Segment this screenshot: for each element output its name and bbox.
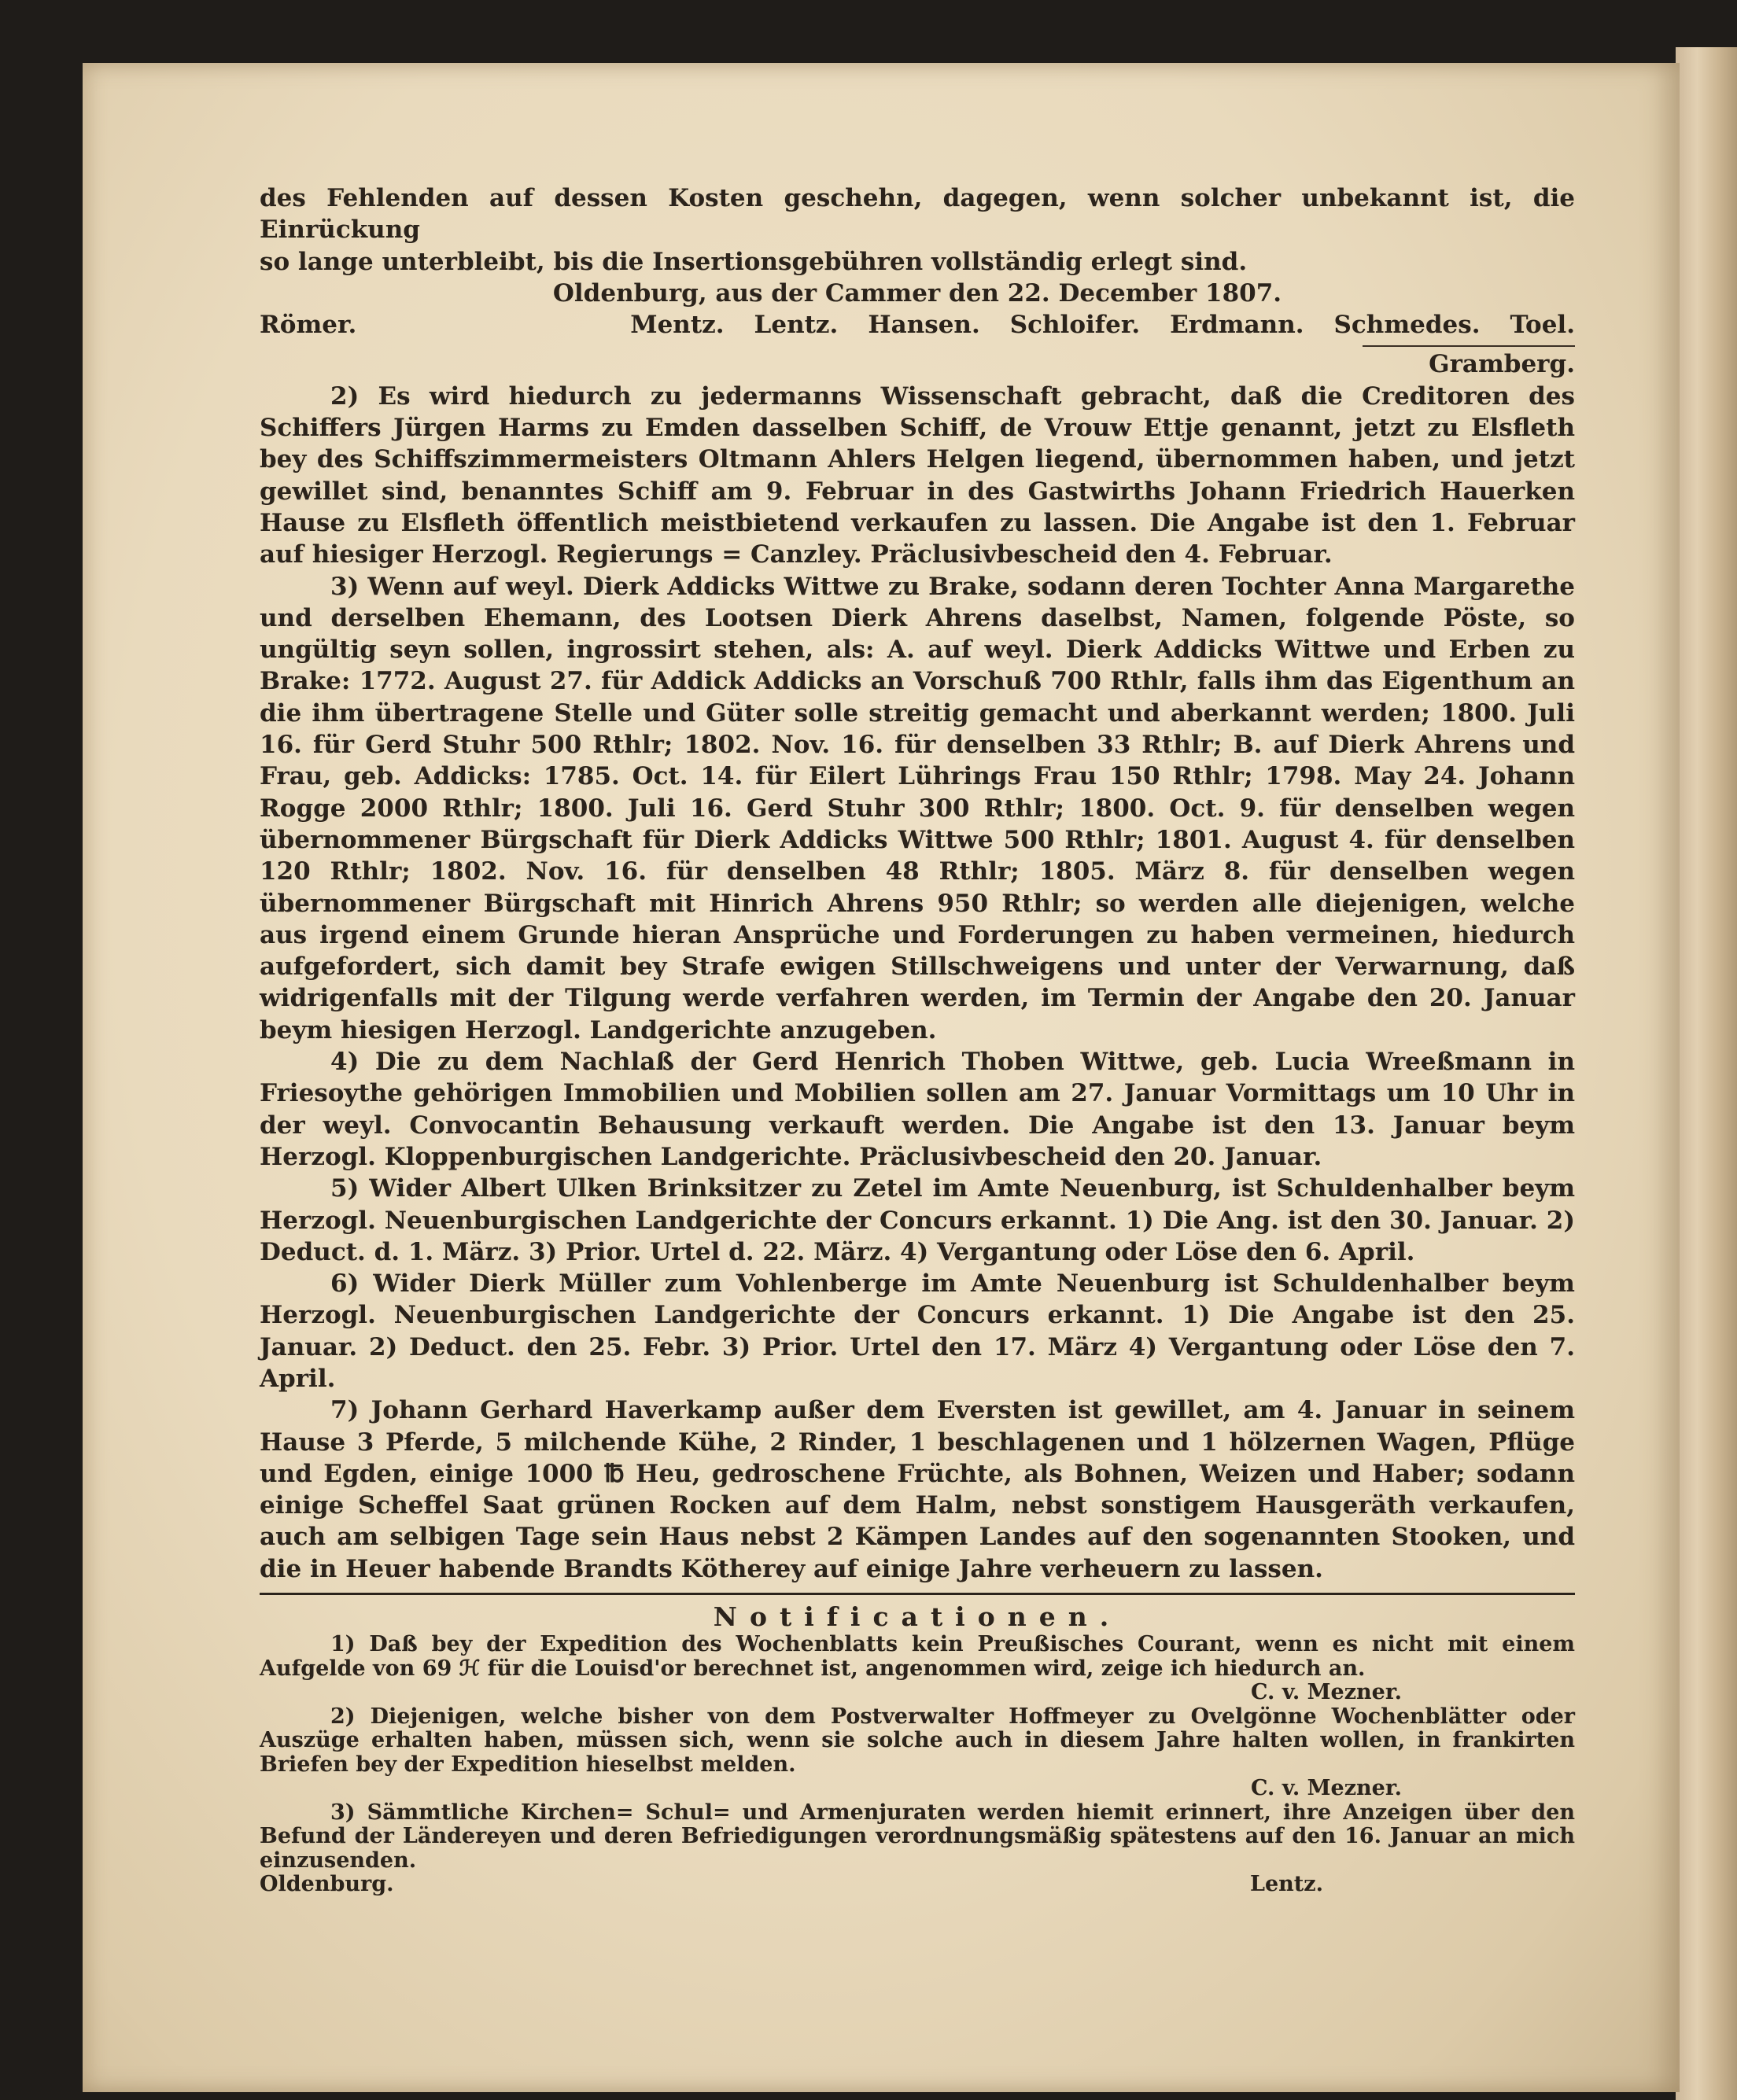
notice-3: 3) Wenn auf weyl. Dierk Addicks Wittwe zu Brake, sodann deren Tochter Anna Margarethe und derselben Ehemann, des Lootsen Dierk Ahrens daselbst, Namen, folgende Pöste, so ungültig seyn sollen, ingrossirt stehen, als: A. auf weyl. Dierk Addicks Wittwe und Erben zu Brake: 1772. August 27. für Addick Addicks an Vorschuß 700 Rthlr, falls ihm das Eigenthum an die ihm übertragene Stelle und Güter solle streitig gemacht und aberkannt werden; 1800. Juli 16. für Gerd Stuhr 500 Rthlr; 1802. Nov. 16. für denselben 33 Rthlr; B. auf Dierk Ahrens und Frau, geb. Addicks: 1785. Oct. 14. für Eilert Lührings Frau 150 Rthlr; 1798. May 24. Johann Rogge 2000 Rthlr; 1800. Juli 16. Gerd Stuhr 300 Rthlr; 1800. Oct. 9. für denselben wegen übernommener Bürgschaft für Dierk Addicks Wittwe 500 Rthlr; 1801. August 4. für denselben 120 Rthlr; 1802. Nov. 16. für denselben 48 Rthlr; 1805. März 8. für denselben wegen übernommener Bürgschaft mit Hinrich Ahrens 950 Rthlr; so werden alle diejenigen, welche aus irgend einem Grunde hieran Ansprüche und Forderungen zu haben vermeinen, hiedurch aufgefordert, sich damit bey Strafe ewigen Stillschweigens und unter der Verwarnung, daß widrigenfalls mit der Tilgung werde verfahren werden, im Termin der Angabe den 20. Januar beym hiesigen Herzogl. Landgerichte anzugeben. (260, 572, 1575, 1044)
opening-line-2: so lange unterbleibt, bis die Insertionsgebühren vollständig erlegt sind. (260, 247, 1248, 276)
article-text (260, 182, 1575, 1897)
signers-row (260, 309, 1575, 341)
signer-name: Schmedes. (1333, 311, 1481, 340)
notice-6: 6) Wider Dierk Müller zum Vohlenberge im Amte Neuenburg ist Schuldenhalber beym Herzogl. Neuenburgischen Landgerichte der Concurs erkannt. 1) Die Angabe ist den 25. Januar. 2) Deduct. den 25. Febr. 3) Prior. Urtel den 17. März 4) Vergantung oder Löse den 7. April. (260, 1269, 1575, 1393)
notification-3-signature: Lentz. (1250, 1872, 1323, 1897)
notice-2: 2) Es wird hiedurch zu jedermanns Wissenschaft gebracht, daß die Creditoren des Schiffers Jürgen Harms zu Emden dasselben Schiff, de Vrouw Ettje genannt, jetzt zu Elsfleth bey des Schiffszimmermeisters Oltmann Ahlers Helgen liegend, übernommen haben, und jetzt gewillet sind, benanntes Schiff am 9. Februar in des Gastwirths Johann Friedrich Hauerken Hause zu Elsfleth öffentlich meistbietend verkaufen zu lassen. Die Angabe ist den 1. Februar auf hiesiger Herzogl. Regierungs = Canzley. Präclusivbescheid den 4. Februar. (260, 381, 1575, 569)
signer-name: Mentz. (630, 311, 725, 340)
signer-name: Toel. (1510, 311, 1575, 340)
notice-4: 4) Die zu dem Nachlaß der Gerd Henrich Thoben Wittwe, geb. Lucia Wreeßmann in Friesoythe gehörigen Immobilien und Mobilien sollen am 27. Januar Vormittags um 10 Uhr in der weyl. Convocantin Behausung verkauft werden. Die Angabe ist den 13. Januar beym Herzogl. Kloppenburgischen Landgerichte. Präclusivbescheid den 20. Januar. (260, 1048, 1575, 1171)
notification-2-signature: C. v. Mezner. (1251, 1776, 1402, 1801)
opening-line-1: des Fehlenden auf dessen Kosten geschehn, dagegen, wenn solcher unbekannt ist, die Einrückung (260, 184, 1575, 245)
facing-page-edge (1676, 47, 1737, 2100)
notification-1-signature: C. v. Mezner. (1251, 1680, 1402, 1705)
notification-3-place: Oldenburg. (260, 1872, 394, 1897)
section-divider (260, 1593, 1575, 1595)
signer-name: Schloifer. (1009, 311, 1141, 340)
signature-rule (1363, 345, 1575, 347)
notice-5: 5) Wider Albert Ulken Brinksitzer zu Zetel im Amte Neuenburg, ist Schuldenhalber beym Herzogl. Neuenburgischen Landgerichte der Concurs erkannt. 1) Die Ang. ist den 30. Januar. 2) Deduct. d. 1. März. 3) Prior. Urtel d. 22. März. 4) Vergantung oder Löse den 6. April. (260, 1174, 1575, 1266)
dateline: Oldenburg, aus der Cammer den 22. December 1807. (552, 278, 1282, 308)
notification-3-footer (260, 1873, 1575, 1897)
signer-name: Hansen. (868, 311, 980, 340)
countersign: Gramberg. (1429, 350, 1575, 379)
signer-name: Erdmann. (1170, 311, 1304, 340)
signer-name: Lentz. (754, 311, 839, 340)
signer-list (630, 309, 1575, 341)
signer-lead: Römer. (260, 311, 357, 340)
notice-7: 7) Johann Gerhard Haverkamp außer dem Eversten ist gewillet, am 4. Januar in seinem Hause 3 Pferde, 5 milchende Kühe, 2 Rinder, 1 beschlagenen und 1 hölzernen Wagen, Pflüge und Egden, einige 1000 ℔ Heu, gedroschene Früchte, als Bohnen, Weizen und Haber; sodann einige Scheffel Saat grünen Rocken auf dem Halm, nebst sonstigem Hausgeräth verkaufen, auch am selbigen Tage sein Haus nebst 2 Kämpen Landes auf den sogenannten Stooken, und die in Heuer habende Brandts Kötherey auf einige Jahre verheuern zu lassen. (260, 1396, 1575, 1583)
notification-2: 2) Diejenigen, welche bisher von dem Postverwalter Hoffmeyer zu Ovelgönne Wochenblätter oder Auszüge erhalten haben, müssen sich, wenn sie solche auch in diesem Jahre halten wollen, in frankirten Briefen bey der Expedition hieselbst melden. (260, 1704, 1575, 1777)
notification-1: 1) Daß bey der Expedition des Wochenblatts kein Preußisches Courant, wenn es nicht mit einem Aufgelde von 69 ℋ für die Louisd'or berechnet ist, angenommen wird, zeige ich hiedurch an. (260, 1632, 1575, 1681)
notification-3: 3) Sämmtliche Kirchen= Schul= und Armenjuraten werden hiemit erinnert, ihre Anzeigen über den Befund der Ländereyen und deren Befriedigungen verordnungsmäßig spätestens auf den 16. Januar an mich einzusenden. (260, 1800, 1575, 1873)
notifications-section (260, 1633, 1575, 1897)
notifications-heading: Notificationen. (713, 1601, 1122, 1633)
